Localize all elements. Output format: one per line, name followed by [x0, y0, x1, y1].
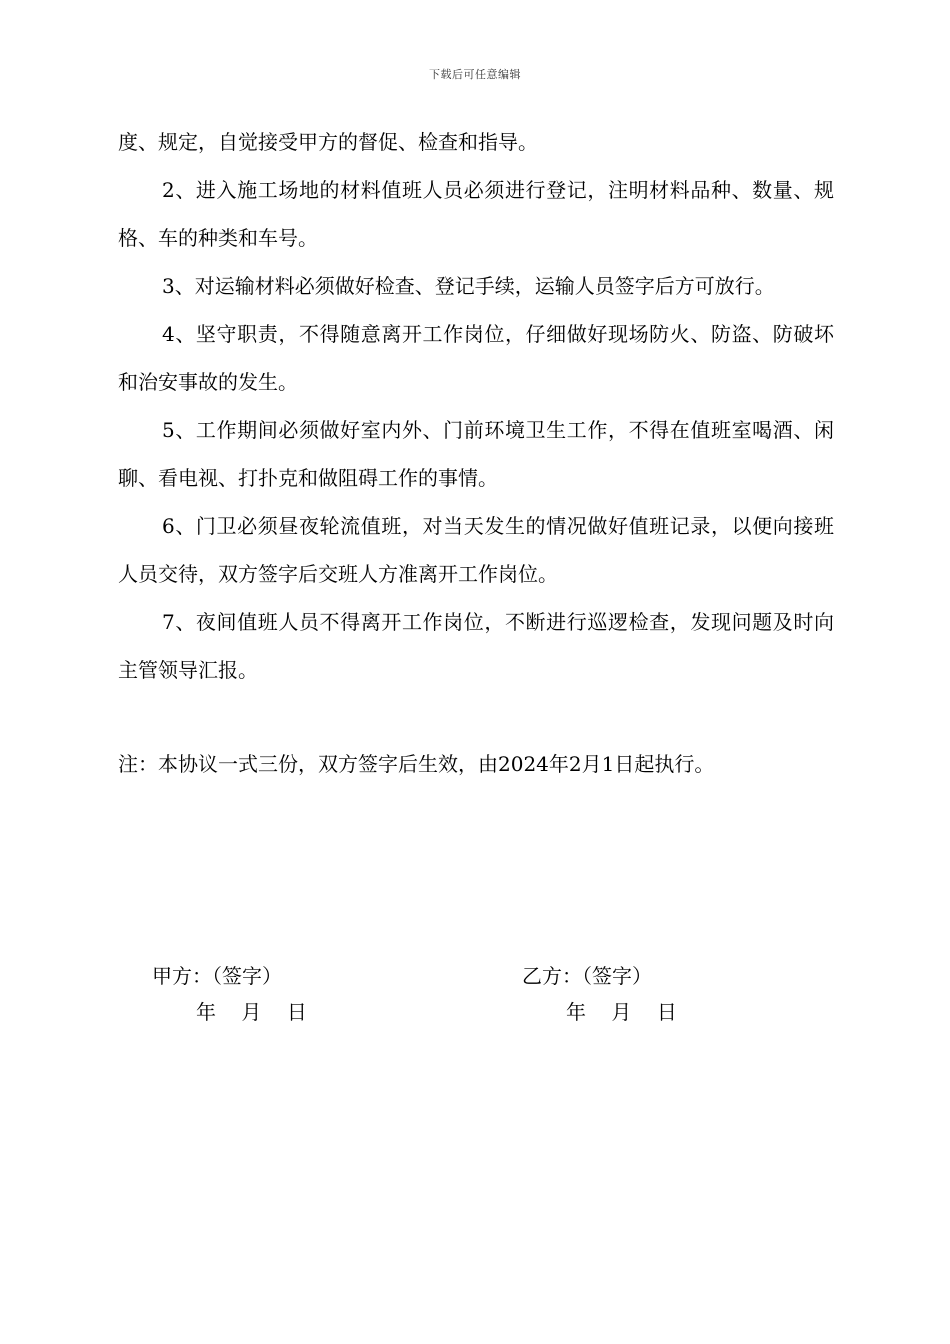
party-a-date-line: 年 月 日 [196, 1000, 307, 1024]
party-b-signature-label: 乙方：（签字） [522, 964, 652, 988]
paragraph-2: 2、进入施工场地的材料值班人员必须进行登记，注明材料品种、数量、规格、车的种类和车号。 [118, 178, 834, 250]
paragraph-6: 6、门卫必须昼夜轮流值班，对当天发生的情况做好值班记录，以便向接班人员交待，双方签字后交班人方准离开工作岗位。 [118, 514, 834, 586]
signature-block-party-b [522, 958, 677, 1030]
party-a-signature-label: 甲方：（签字） [152, 964, 282, 988]
paragraph-5: 5、工作期间必须做好室内外、门前环境卫生工作，不得在值班室喝酒、闲聊、看电视、打扑克和做阻碍工作的事情。 [118, 418, 834, 490]
agreement-note: 注：本协议一式三份，双方签字后生效，由2024年2月1日起执行。 [118, 752, 715, 776]
page-header-note: 下载后可任意编辑 [429, 68, 521, 81]
party-b-date-line: 年 月 日 [566, 1000, 677, 1024]
paragraph-4: 4、坚守职责，不得随意离开工作岗位，仔细做好现场防火、防盗、防破坏和治安事故的发生。 [118, 322, 834, 394]
signature-block-party-a [152, 958, 307, 1030]
document-body [118, 118, 834, 694]
paragraph-3: 3、对运输材料必须做好检查、登记手续，运输人员签字后方可放行。 [162, 274, 775, 298]
paragraph-1: 度、规定，自觉接受甲方的督促、检查和指导。 [118, 130, 538, 154]
paragraph-7: 7、夜间值班人员不得离开工作岗位，不断进行巡逻检查，发现问题及时向主管领导汇报。 [118, 610, 834, 682]
